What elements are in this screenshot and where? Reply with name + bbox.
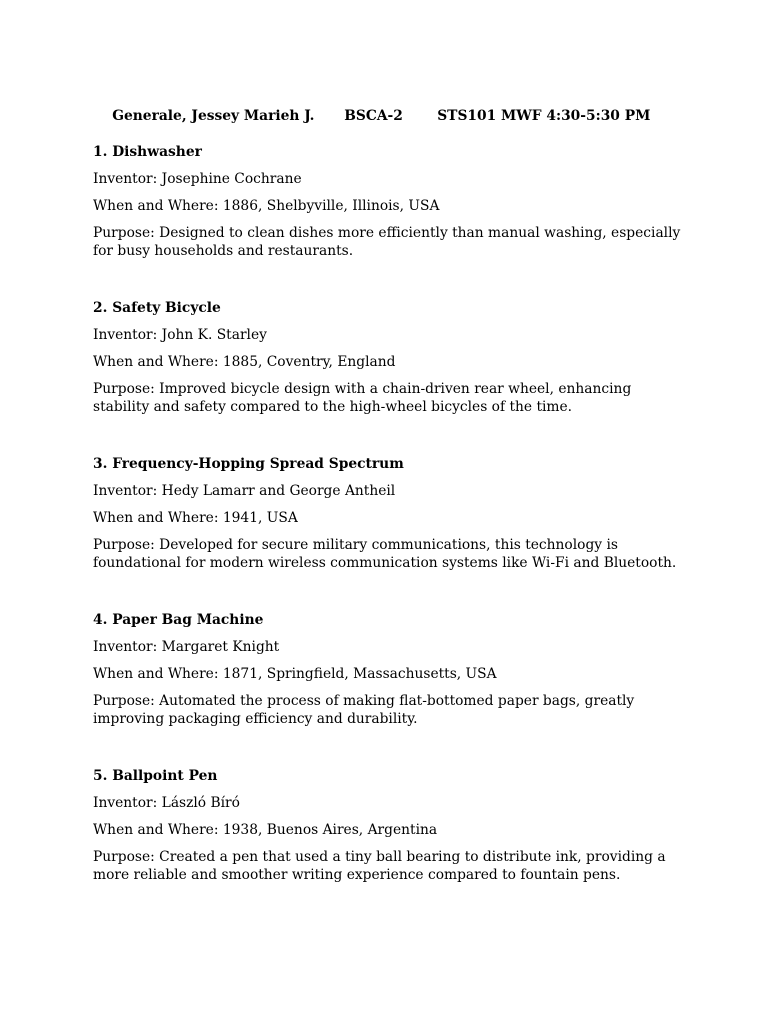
invention-inventor: Inventor: Margaret Knight: [93, 639, 280, 655]
invention-title: 3. Frequency-Hopping Spread Spectrum: [93, 456, 404, 472]
invention-entry: [93, 298, 683, 416]
invention-title: 1. Dishwasher: [93, 144, 202, 160]
invention-when-where: When and Where: 1941, USA: [93, 510, 298, 526]
document-page: [93, 86, 683, 922]
document-header: [93, 86, 683, 124]
course-section: BSCA-2: [344, 108, 403, 124]
invention-entry: [93, 610, 683, 728]
invention-purpose: Purpose: Created a pen that used a tiny ball bearing to distribute ink, providing a more reliable and smoother writing experience compared to fountain pens.: [93, 849, 666, 883]
invention-inventor: Inventor: Josephine Cochrane: [93, 171, 302, 187]
invention-purpose: Purpose: Automated the process of making flat-bottomed paper bags, greatly improving packaging efficiency and durability.: [93, 693, 635, 727]
invention-entry: [93, 142, 683, 260]
class-schedule: STS101 MWF 4:30-5:30 PM: [437, 108, 651, 124]
invention-inventor: Inventor: John K. Starley: [93, 327, 267, 343]
invention-title: 4. Paper Bag Machine: [93, 612, 264, 628]
invention-title: 5. Ballpoint Pen: [93, 768, 218, 784]
invention-when-where: When and Where: 1871, Springfield, Massachusetts, USA: [93, 666, 497, 682]
invention-purpose: Purpose: Developed for secure military communications, this technology is foundational for modern wireless communication systems like Wi-Fi and Bluetooth.: [93, 537, 677, 571]
invention-purpose: Purpose: Designed to clean dishes more efficiently than manual washing, especially for busy households and restaurants.: [93, 225, 681, 259]
invention-purpose: Purpose: Improved bicycle design with a chain-driven rear wheel, enhancing stability and safety compared to the high-wheel bicycles of the time.: [93, 381, 632, 415]
student-name: Generale, Jessey Marieh J.: [112, 108, 315, 124]
invention-entry: [93, 766, 683, 884]
invention-title: 2. Safety Bicycle: [93, 300, 221, 316]
invention-when-where: When and Where: 1938, Buenos Aires, Argentina: [93, 822, 438, 838]
invention-when-where: When and Where: 1886, Shelbyville, Illinois, USA: [93, 198, 440, 214]
invention-entry: [93, 454, 683, 572]
invention-inventor: Inventor: Hedy Lamarr and George Antheil: [93, 483, 396, 499]
invention-inventor: Inventor: László Bíró: [93, 795, 240, 811]
invention-when-where: When and Where: 1885, Coventry, England: [93, 354, 396, 370]
